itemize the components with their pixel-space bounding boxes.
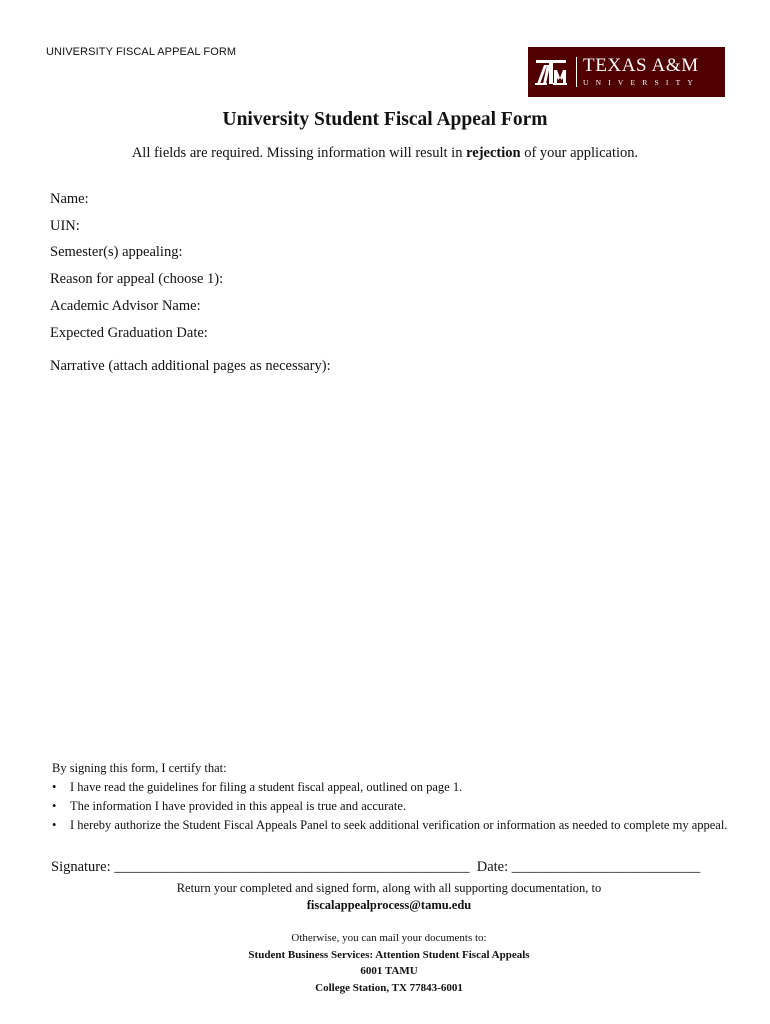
certification-intro: By signing this form, I certify that: [52, 761, 227, 775]
return-email-link[interactable]: fiscalappealprocess@tamu.edu [306, 898, 472, 912]
atm-emblem-icon [528, 47, 574, 97]
mail-address-line-2: 6001 TAMU [360, 965, 418, 977]
page-title: University Student Fiscal Appeal Form [222, 109, 548, 130]
narrative-field-label: Narrative (attach additional pages as necessary): [50, 358, 331, 374]
bullet-icon: • [52, 780, 57, 794]
certification-item-text: I hereby authorize the Student Fiscal Appeals Panel to seek additional verification or information as needed to complete my appeal. [70, 818, 728, 832]
mail-address-line-1: Student Business Services: Attention Student Fiscal Appeals [248, 948, 530, 961]
list-item [52, 797, 732, 816]
mail-instructions [0, 930, 770, 996]
form-instructions [0, 145, 770, 162]
bullet-icon: • [52, 799, 57, 813]
logo-university-name: TEXAS A&M [583, 54, 699, 76]
mail-address-line-3: College Station, TX 77843-6001 [315, 981, 463, 994]
return-text: Return your completed and signed form, along with all supporting documentation, to [176, 881, 602, 895]
certification-item-text: I have read the guidelines for filing a student fiscal appeal, outlined on page 1. [70, 780, 463, 794]
signature-row [51, 859, 700, 876]
graduation-field-label: Expected Graduation Date: [50, 325, 208, 341]
instructions-emphasis: rejection [466, 145, 521, 161]
logo-divider [576, 57, 577, 87]
name-field-label: Name: [50, 191, 89, 207]
return-instructions [0, 880, 770, 914]
signature-line[interactable]: _________________________________________________ [114, 859, 470, 875]
certification-item-text: The information I have provided in this appeal is true and accurate. [70, 799, 406, 813]
mail-intro: Otherwise, you can mail your documents to: [291, 932, 487, 944]
instructions-text-end: of your application. [520, 145, 639, 161]
bullet-icon: • [52, 818, 57, 832]
date-label: Date: [469, 859, 512, 875]
advisor-field-label: Academic Advisor Name: [50, 298, 201, 314]
logo-university-sub: UNIVERSITY [583, 77, 700, 87]
list-item [52, 816, 732, 835]
uin-field-label: UIN: [50, 218, 80, 234]
certification-section [52, 761, 732, 835]
reason-field-label: Reason for appeal (choose 1): [50, 271, 224, 287]
certification-list [52, 778, 732, 835]
signature-label: Signature: [51, 859, 115, 875]
date-line[interactable]: __________________________ [511, 859, 701, 875]
instructions-text-start: All fields are required. Missing information will result in [131, 145, 467, 161]
semesters-field-label: Semester(s) appealing: [50, 244, 183, 260]
form-header-label: UNIVERSITY FISCAL APPEAL FORM [46, 46, 237, 58]
list-item [52, 778, 732, 797]
texas-am-logo [528, 47, 725, 97]
